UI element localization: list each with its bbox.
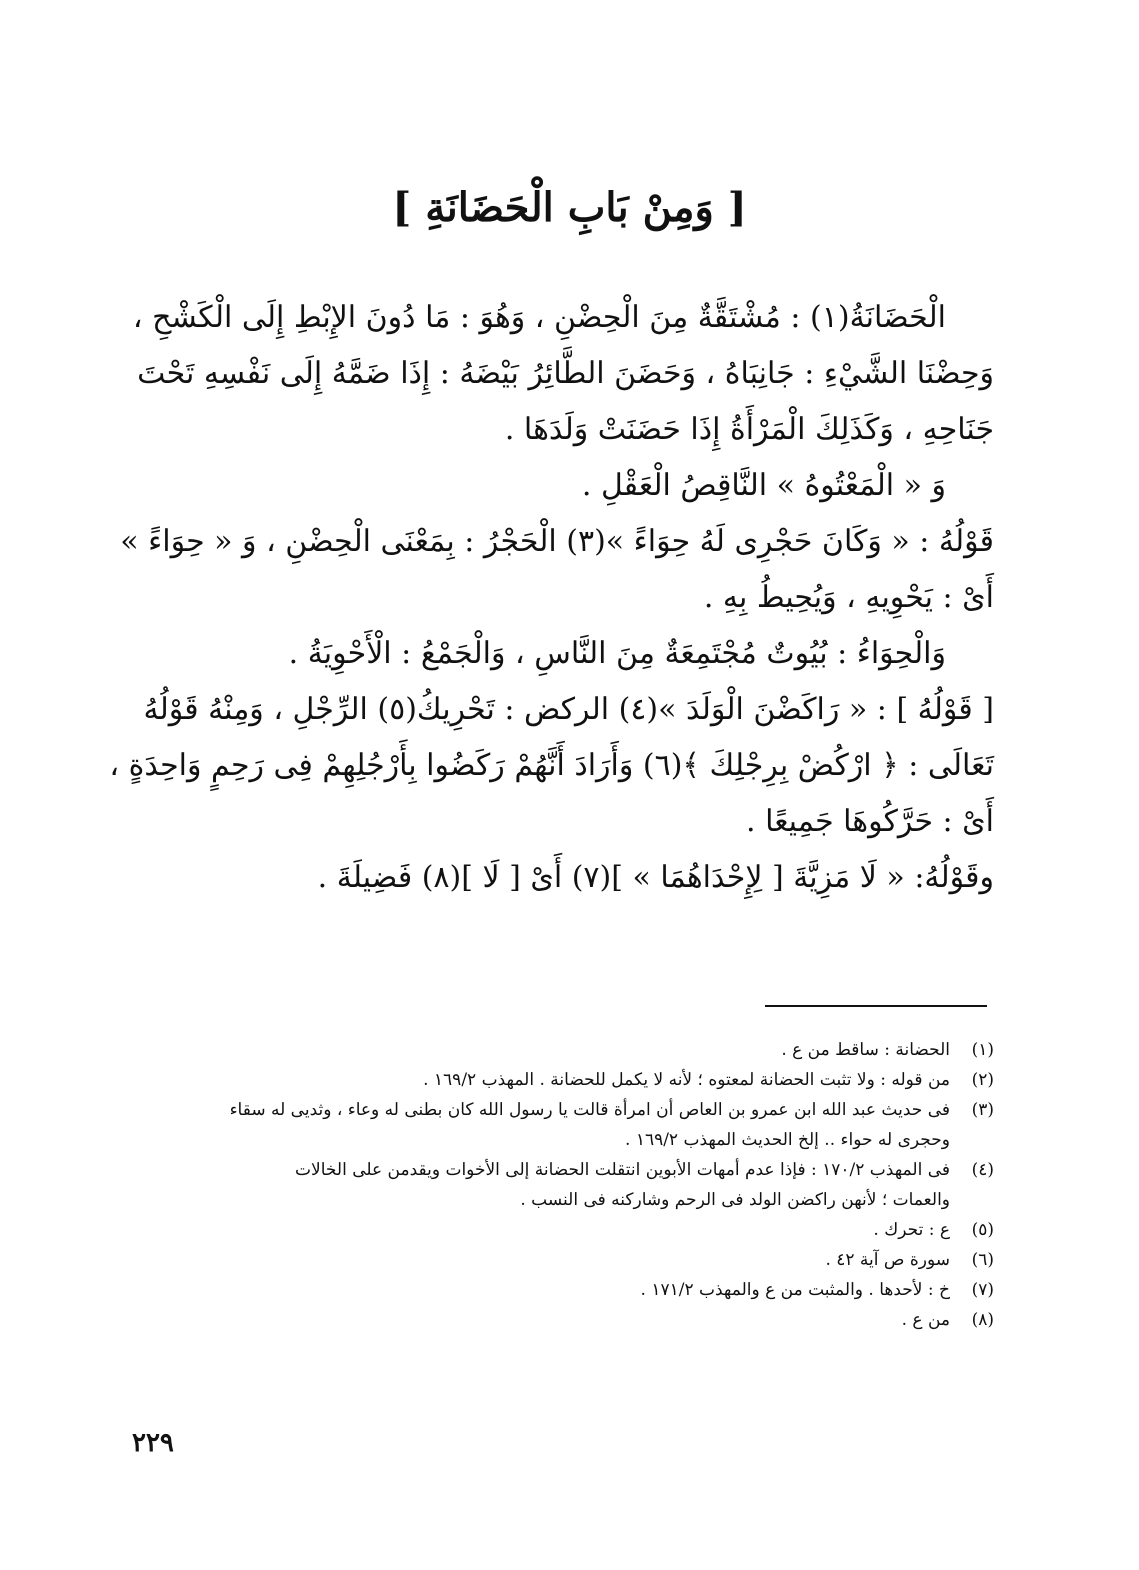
footnote-separator [765,1005,987,1007]
paragraph-4 [152,626,994,682]
footnote-text: من قوله : ولا تثبت الحضانة لمعتوه ؛ لأنه لا يكمل للحضانة . المهذب ١٦٩/٢ . [423,1070,950,1090]
footnote-text: خ : لأحدها . والمثبت من ع والمهذب ١٧١/٢ . [640,1280,950,1300]
footnote-text: فى حديث عبد الله ابن عمرو بن العاص أن امرأة قالت يا رسول الله كان بطنى له وعاء ، وثديى له سقاء [229,1100,950,1120]
footnote-number: (٥) [971,1220,994,1240]
text-line: الْحَضَانَةُ(١) : مُشْتَقَّةٌ مِنَ الْحِضْنِ ، وَهُوَ : مَا دُونَ الإِبْطِ إِلَى الْكَشْحِ ، [132,300,946,335]
footnote-text-continued: والعمات ؛ لأنهن راكضن الولد فى الرحم وشاركنه فى النسب . [520,1190,950,1210]
footnote [152,1095,994,1155]
footnote [152,1305,994,1335]
paragraph-6 [152,850,994,906]
text-line: قَوْلُهُ : « وَكَانَ حَجْرِى لَهُ حِوَاءً »(٣) الْحَجْرُ : بِمَعْنَى الْحِضْنِ ، وَ « حِوَاءً » [120,524,994,559]
main-text [109,290,994,906]
footnote-number: (٤) [971,1160,994,1180]
paragraph-5 [109,682,994,850]
text-line: جَنَاحِهِ ، وَكَذَلِكَ الْمَرْأَةُ إِذَا حَضَنَتْ وَلَدَهَا . [504,412,994,447]
chapter-title: [ وَمِنْ بَابِ الْحَضَانَةِ ] [392,184,747,231]
footnote [152,1155,994,1215]
footnote-text: الحضانة : ساقط من ع . [781,1040,950,1060]
paragraph-3 [120,514,994,626]
text-line: أَىْ : حَرَّكُوهَا جَمِيعًا . [746,804,994,839]
footnote-number: (١) [971,1040,994,1060]
footnote [152,1275,994,1305]
footnote-text-continued: وحجرى له حواء .. إلخ الحديث المهذب ١٦٩/٢ . [625,1130,950,1150]
page-number: ٢٢٩ [132,1428,174,1458]
footnote [152,1245,994,1275]
footnote-number: (٣) [971,1100,994,1120]
text-line: وَ « الْمَعْتُوهُ » النَّاقِصُ الْعَقْلِ . [581,468,946,503]
text-line: وَحِضْنَا الشَّيْءِ : جَانِبَاهُ ، وَحَضَنَ الطَّائِرُ بَيْضَهُ : إِذَا ضَمَّهُ إِلَى نَفْسِهِ تَحْتَ [137,356,994,391]
text-line: وقَوْلُهُ: « لَا مَزِيَّةَ [ لِإِحْدَاهُمَا » ](٧) أَىْ [ لَا ](٨) فَضِيلَةَ . [317,860,994,895]
paragraph-2 [152,458,994,514]
footnote-number: (٧) [971,1280,994,1300]
text-line: وَالْحِوَاءُ : بُيُوتٌ مُجْتَمِعَةٌ مِنَ النَّاسِ ، وَالْجَمْعُ : الْأَحْوِيَةُ . [288,636,946,671]
text-line: تَعَالَى : ﴿ ارْكُضْ بِرِجْلِكَ ﴾(٦) وَأَرَادَ أَنَّهُمْ رَكَضُوا بِأَرْجُلِهِمْ فِى رَحِمٍ وَاحِدَةٍ ، [109,748,994,783]
footnote [152,1065,994,1095]
footnote-number: (٨) [971,1310,994,1330]
footnote [152,1035,994,1065]
text-line: أَىْ : يَحْوِيهِ ، وَيُحِيطُ بِهِ . [703,580,994,615]
paragraph-1 [132,290,994,458]
footnote-text: ع : تحرك . [873,1220,950,1240]
text-line: [ قَوْلُهُ ] : « رَاكَضْنَ الْوَلَدَ »(٤) الركض : تَحْرِيكُ(٥) الرِّجْلِ ، وَمِنْهُ قَوْلُهُ [143,692,994,727]
footnote-text: من ع . [901,1310,950,1330]
footnote-number: (٢) [971,1070,994,1090]
footnote-text: فى المهذب ١٧٠/٢ : فإذا عدم أمهات الأبوين انتقلت الحضانة إلى الأخوات ويقدمن على الخالات [295,1160,950,1180]
footnotes [152,1035,994,1335]
footnote-number: (٦) [971,1250,994,1270]
footnote-text: سورة ص آية ٤٢ . [825,1250,950,1270]
footnote [152,1215,994,1245]
